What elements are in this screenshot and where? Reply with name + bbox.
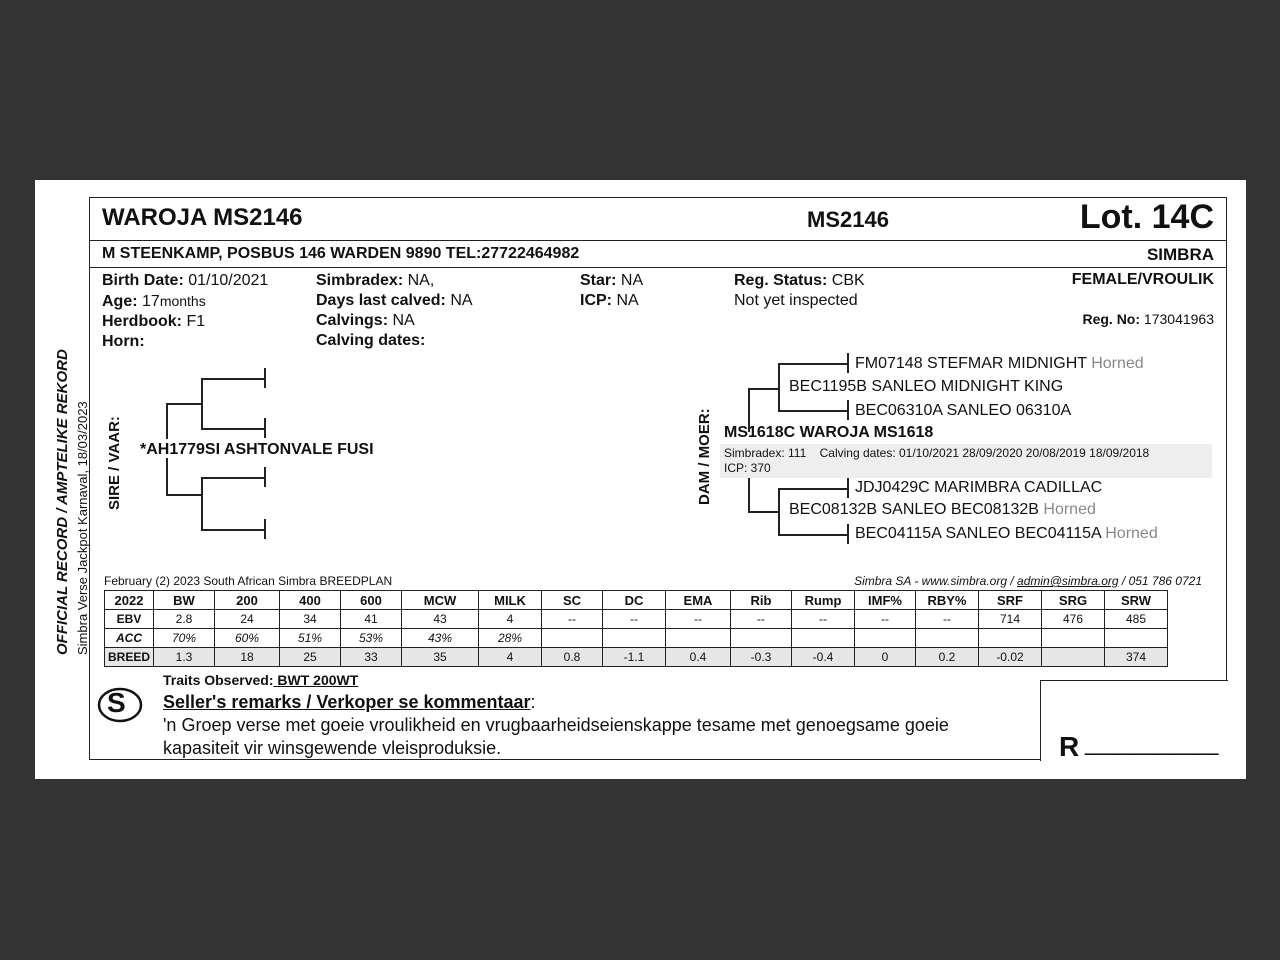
ebv-cell: IMF% xyxy=(855,591,916,610)
ebv-header-row xyxy=(105,591,1168,610)
details-col1: Birth Date: 01/10/2021 Age: 17months Herdbook: F1 Horn: xyxy=(102,272,269,350)
herdbook-value: F1 xyxy=(186,313,206,330)
dam-dam-sire: JDJ0429C MARIMBRA CADILLAC xyxy=(855,479,1103,496)
price-blank[interactable]: __________ xyxy=(1085,729,1219,756)
reg-status-value: CBK xyxy=(831,272,865,289)
dam-sire: BEC1195B SANLEO MIDNIGHT KING xyxy=(789,378,1064,395)
ebv-cell: 0.8 xyxy=(542,648,603,667)
icp-value: NA xyxy=(616,292,639,309)
ebv-cell: RBY% xyxy=(916,591,979,610)
ebv-row xyxy=(105,610,1168,629)
ebv-cell: 0.2 xyxy=(916,648,979,667)
ebv-cell: SRW xyxy=(1105,591,1168,610)
ebv-cell xyxy=(542,629,603,648)
calvings-value: NA xyxy=(392,312,415,329)
ebv-cell xyxy=(855,629,916,648)
age-value: 17 xyxy=(142,293,160,310)
ebv-cell: 35 xyxy=(402,648,479,667)
ebv-cell xyxy=(1042,648,1105,667)
ebv-cell: BW xyxy=(154,591,215,610)
ebv-cell: 43 xyxy=(402,610,479,629)
ebv-cell: -0.4 xyxy=(792,648,855,667)
ebv-cell: 400 xyxy=(280,591,341,610)
ebv-cell: BREED xyxy=(105,648,154,667)
ebv-cell xyxy=(979,629,1042,648)
ebv-cell: -- xyxy=(855,610,916,629)
ebv-cell xyxy=(1105,629,1168,648)
sex-label: FEMALE/VROULIK xyxy=(1071,271,1214,288)
ebv-cell: EBV xyxy=(105,610,154,629)
simbradex-value: NA, xyxy=(407,272,435,289)
dam-info: Simbradex: 111 Calving dates: 01/10/2021 28/09/2020 20/08/2019 18/09/2018 ICP: 370 xyxy=(724,446,1150,475)
ebv-cell: -0.3 xyxy=(731,648,792,667)
details-col2: Simbradex: NA, Days last calved: NA Calvings: NA Calving dates: xyxy=(316,272,473,349)
ebv-cell: 25 xyxy=(280,648,341,667)
ebv-cell: ACC xyxy=(105,629,154,648)
contact-email-link[interactable]: admin@simbra.org xyxy=(1017,574,1119,588)
dam-label: DAM / MOER: xyxy=(696,408,713,505)
ebv-cell: -- xyxy=(731,610,792,629)
lot-number: Lot. 14C xyxy=(1079,198,1214,236)
currency-symbol: R xyxy=(1059,731,1080,762)
remarks-text: 'n Groep verse met goeie vroulikheid en vrugbaarheidseienskappe tesame met genoegsame goeie kapasiteit vir winsgewende vleisproduksie. xyxy=(163,715,949,758)
details-col3: Star: NA ICP: NA xyxy=(580,272,644,309)
ebv-cell: 53% xyxy=(341,629,402,648)
acc-row xyxy=(105,629,1168,648)
ebv-cell: 34 xyxy=(280,610,341,629)
ebv-cell: 600 xyxy=(341,591,402,610)
seller-logo xyxy=(93,685,139,721)
price-box xyxy=(1040,680,1228,761)
breedplan-contact: Simbra SA - www.simbra.org / admin@simbra.org / 051 786 0721 xyxy=(854,574,1202,588)
seller-logo-letter: S xyxy=(107,687,126,718)
details-col4: Reg. Status: CBK Not yet inspected xyxy=(734,272,865,309)
ebv-cell xyxy=(731,629,792,648)
ebv-table xyxy=(104,590,1168,667)
ebv-cell: 33 xyxy=(341,648,402,667)
ebv-cell: 60% xyxy=(215,629,280,648)
official-record-label: OFFICIAL RECORD / AMPTELIKE REKORD xyxy=(54,349,71,655)
days-value: NA xyxy=(450,292,473,309)
ebv-cell: 43% xyxy=(402,629,479,648)
animal-code: MS2146 xyxy=(807,207,889,232)
ebv-cell: 374 xyxy=(1105,648,1168,667)
dam-dam: BEC08132B SANLEO BEC08132B Horned xyxy=(789,501,1096,518)
ebv-cell: EMA xyxy=(666,591,731,610)
lot-frame xyxy=(89,197,1227,760)
ebv-cell: 2.8 xyxy=(154,610,215,629)
ebv-cell: 0 xyxy=(855,648,916,667)
inspection-status: Not yet inspected xyxy=(734,292,858,309)
breedplan-source: February (2) 2023 South African Simbra BREEDPLAN xyxy=(104,574,393,588)
ebv-cell: -0.02 xyxy=(979,648,1042,667)
ebv-cell: 0.4 xyxy=(666,648,731,667)
ebv-cell: 51% xyxy=(280,629,341,648)
ebv-cell: -- xyxy=(542,610,603,629)
ebv-cell: -1.1 xyxy=(603,648,666,667)
dam-sire-sire: FM07148 STEFMAR MIDNIGHT Horned xyxy=(855,355,1144,372)
ebv-cell: MILK xyxy=(479,591,542,610)
dam-name: MS1618C WAROJA MS1618 xyxy=(724,424,934,441)
ebv-cell: 485 xyxy=(1105,610,1168,629)
ebv-cell: 476 xyxy=(1042,610,1105,629)
sire-name: *AH1779SI ASHTONVALE FUSI xyxy=(140,441,374,458)
breed-row xyxy=(105,648,1168,667)
ebv-cell: DC xyxy=(603,591,666,610)
traits-observed: Traits Observed: BWT 200WT xyxy=(163,672,359,688)
ebv-cell: 28% xyxy=(479,629,542,648)
ebv-cell: -- xyxy=(666,610,731,629)
ebv-cell: 4 xyxy=(479,648,542,667)
star-value: NA xyxy=(620,272,644,289)
ebv-cell xyxy=(1042,629,1105,648)
ebv-cell: 200 xyxy=(215,591,280,610)
dam-sire-dam: BEC06310A SANLEO 06310A xyxy=(855,402,1072,419)
reg-number: Reg. No: 173041963 xyxy=(1082,311,1214,327)
ebv-cell: SRG xyxy=(1042,591,1105,610)
ebv-cell xyxy=(666,629,731,648)
ebv-cell: SC xyxy=(542,591,603,610)
auction-lot-card xyxy=(35,180,1246,779)
dam-dam-dam: BEC04115A SANLEO BEC04115A Horned xyxy=(855,525,1158,542)
ebv-cell: MCW xyxy=(402,591,479,610)
ebv-cell: 18 xyxy=(215,648,280,667)
remarks-title: Seller's remarks / Verkoper se kommentaar: xyxy=(163,692,536,712)
ebv-cell xyxy=(916,629,979,648)
ebv-cell: Rib xyxy=(731,591,792,610)
breed-label: SIMBRA xyxy=(1146,245,1214,264)
ebv-cell xyxy=(603,629,666,648)
sale-name-date: Simbra Verse Jackpot Karnaval, 18/03/2023 xyxy=(75,401,90,655)
ebv-cell: 24 xyxy=(215,610,280,629)
birth-date: 01/10/2021 xyxy=(188,272,269,289)
ebv-cell: SRF xyxy=(979,591,1042,610)
ebv-cell: -- xyxy=(792,610,855,629)
ebv-cell xyxy=(792,629,855,648)
ebv-cell: Rump xyxy=(792,591,855,610)
ebv-cell: 41 xyxy=(341,610,402,629)
animal-name: WAROJA MS2146 xyxy=(102,204,303,231)
ebv-cell: -- xyxy=(916,610,979,629)
ebv-cell: 714 xyxy=(979,610,1042,629)
ebv-cell: 4 xyxy=(479,610,542,629)
ebv-cell: 2022 xyxy=(105,591,154,610)
ebv-cell: 1.3 xyxy=(154,648,215,667)
ebv-cell: -- xyxy=(603,610,666,629)
owner-info: M STEENKAMP, POSBUS 146 WARDEN 9890 TEL:27722464982 xyxy=(102,245,580,262)
sire-label: SIRE / VAAR: xyxy=(106,416,123,510)
ebv-cell: 70% xyxy=(154,629,215,648)
